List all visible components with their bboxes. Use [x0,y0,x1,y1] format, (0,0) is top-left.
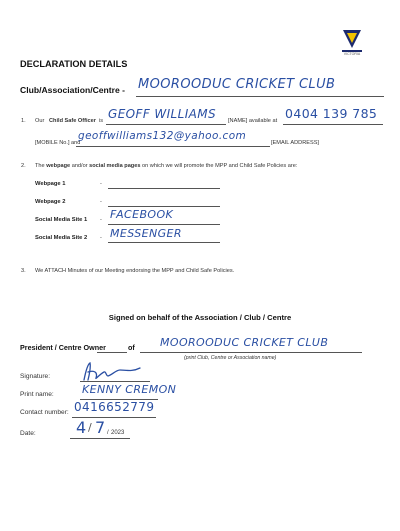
signature-image [80,360,150,382]
victoria-logo-icon [340,26,364,54]
signed-heading: Signed on behalf of the Association / Club / Centre [108,313,292,322]
social-site-2-dash: - [100,235,102,241]
date-month-value: 7 [95,418,106,437]
social-site-1-line [108,224,220,225]
date-sep-2: / [107,430,109,436]
date-day-value: 4 [76,418,87,437]
item1-prefix: Our [35,118,45,124]
owner-of: of [128,343,135,352]
webpage-2-line [108,206,220,207]
social-site-2-line [108,242,220,243]
contact-number-value: 0416652779 [74,400,155,414]
club-value: MOOROODUC CRICKET CLUB [138,77,336,92]
social-site-1-dash: - [100,217,102,223]
signed-club-line [140,352,362,353]
owner-line [97,352,127,353]
date-line [70,438,130,439]
item3-number: 3. [21,268,26,274]
officer-email-value: geoffwilliams132@yahoo.com [78,130,247,142]
signature-line [80,381,150,382]
logo-text: VICTORIA [343,52,361,56]
item2-number: 2. [21,163,26,169]
signed-club-value: MOOROODUC CRICKET CLUB [160,336,329,349]
officer-email-line [76,146,270,147]
contact-number-label: Contact number: [20,409,69,416]
club-line [136,96,384,97]
item1-name-suffix: [NAME] available at [228,118,278,124]
club-label: Club/Association/Centre - [20,85,126,95]
social-site-1-label: Social Media Site 1 [35,217,88,223]
officer-phone-value: 0404 139 785 [285,106,378,121]
webpage-1-label: Webpage 1 [35,181,66,187]
owner-label: President / Centre Owner [20,343,106,352]
page-title: DECLARATION DETAILS [20,59,128,69]
webpage-2-dash: - [100,199,102,205]
date-label: Date: [20,430,36,437]
webpage-1-dash: - [100,181,102,187]
officer-phone-line [283,124,383,125]
item1-officer-label: Child Safe Officer [49,118,96,124]
item2-intro: The webpage and/or social media pages on which we will promote the MPP and Child Safe Policies are: [35,163,298,169]
social-site-2-value: MESSENGER [110,227,182,240]
item1-number: 1. [21,118,26,124]
webpage-2-label: Webpage 2 [35,199,66,205]
social-site-2-label: Social Media Site 2 [35,235,88,241]
date-sep-1: / [88,421,93,434]
item1-is: is [99,118,104,124]
print-name-label: Print name: [20,391,54,398]
social-site-1-value: FACEBOOK [110,208,174,221]
webpage-1-line [108,188,220,189]
item3-text: We ATTACH Minutes of our Meeting endorsing the MPP and Child Safe Policies. [35,268,235,274]
item1-mobile-label: [MOBILE No.] and [35,140,81,146]
signature-label: Signature: [20,373,51,380]
club-hint: (print Club, Centre or Association name) [184,355,277,361]
officer-name-line [106,124,226,125]
officer-name-value: GEOFF WILLIAMS [108,107,217,121]
print-name-value: KENNY CREMON [82,383,177,396]
item1-email-label: [EMAIL ADDRESS] [271,140,319,146]
date-year-value: 2023 [111,430,125,436]
